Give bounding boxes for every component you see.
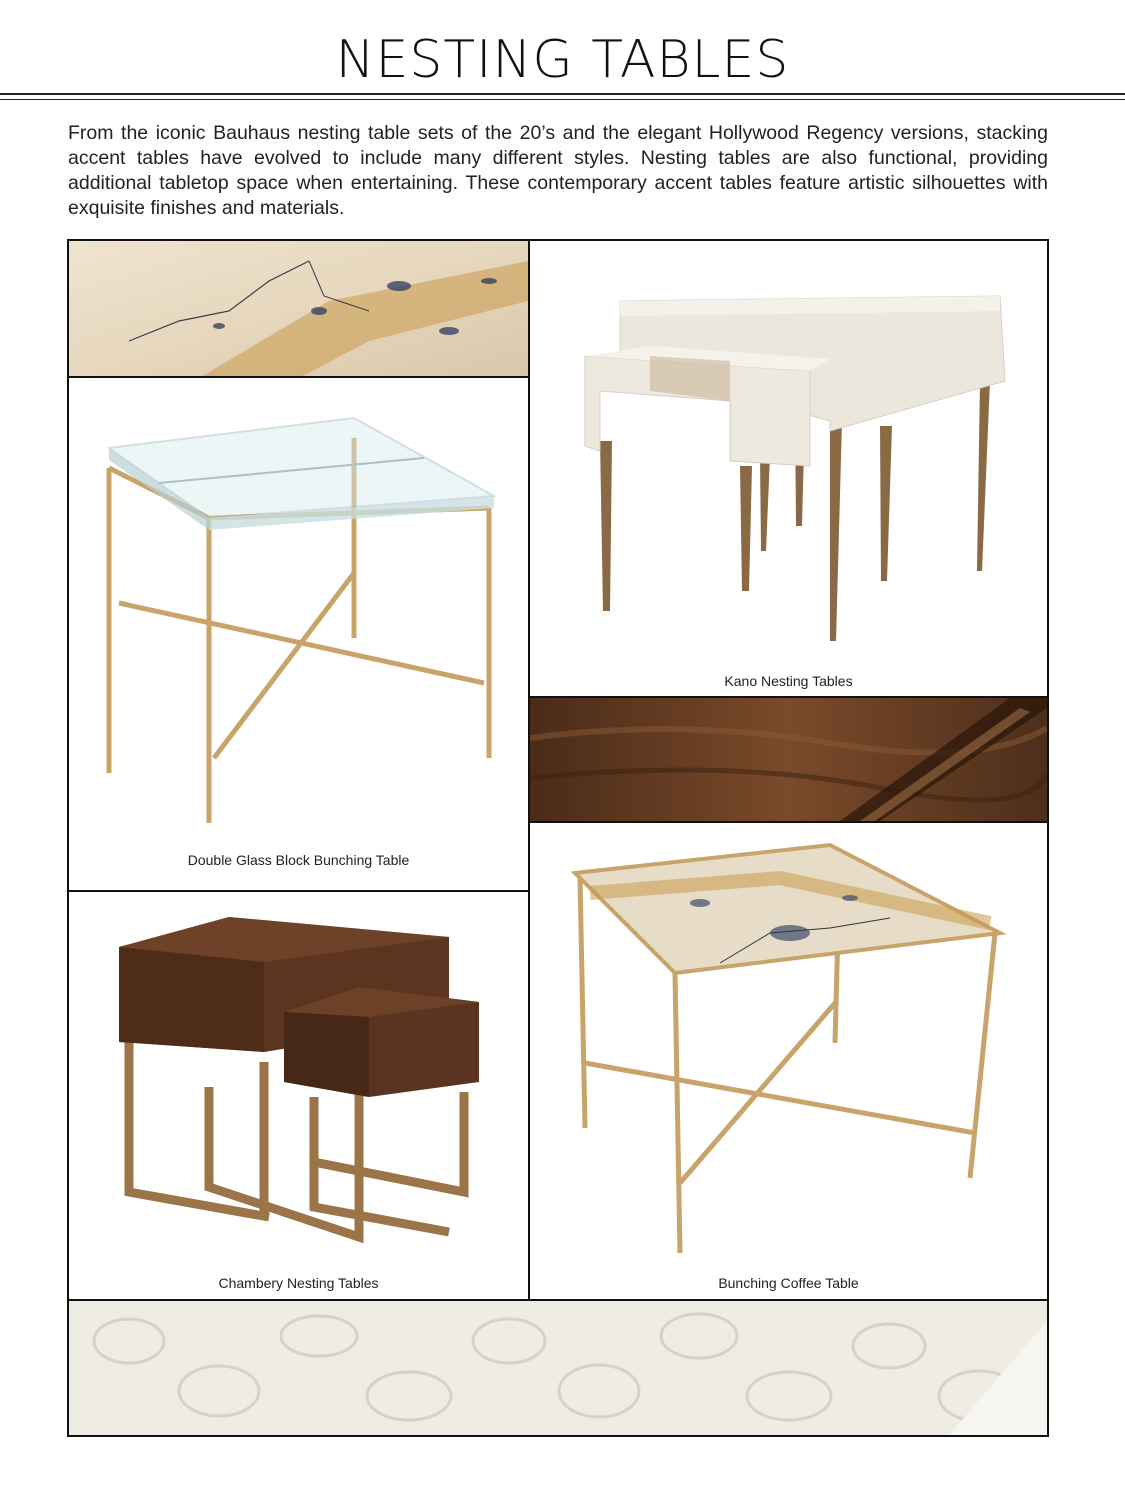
grid-divider xyxy=(528,241,530,1299)
title-rule-bottom xyxy=(0,99,1125,100)
kano-nesting-tables-image xyxy=(530,241,1047,661)
grid-divider xyxy=(69,1299,1047,1301)
grid-divider xyxy=(530,696,1047,698)
product-caption: Kano Nesting Tables xyxy=(724,673,853,689)
product-caption: Double Glass Block Bunching Table xyxy=(187,852,410,868)
chambery-nesting-tables-image xyxy=(69,892,528,1272)
grid-divider xyxy=(69,890,528,892)
title-rule-top xyxy=(0,93,1125,95)
intro-paragraph: From the iconic Bauhaus nesting table sets of the 20’s and the elegant Hollywood Regency versions, stacking accent tables have evolved to include many different styles. Nesting tables are also functional, providing additional tabletop space when entertaining. These contemporary accent tables feature artistic silhouettes with exquisite finishes and materials. xyxy=(68,122,1048,219)
product-caption: Bunching Coffee Table xyxy=(718,1275,859,1291)
kano-tables-cell xyxy=(530,241,1047,696)
marble-swatch xyxy=(69,241,528,378)
bunching-coffee-table-image xyxy=(530,823,1047,1263)
coffee-table-cell xyxy=(530,823,1047,1299)
white-croc-swatch xyxy=(69,1301,1047,1435)
walnut-wood-swatch xyxy=(530,698,1047,821)
product-caption: Chambery Nesting Tables xyxy=(218,1275,379,1291)
page-title: NESTING TABLES xyxy=(335,30,790,90)
grid-divider xyxy=(69,376,528,378)
glass-table-cell xyxy=(69,378,528,890)
glass-table-image xyxy=(69,378,528,848)
chambery-tables-cell xyxy=(69,892,528,1299)
product-grid xyxy=(67,239,1049,1437)
grid-divider xyxy=(530,821,1047,823)
